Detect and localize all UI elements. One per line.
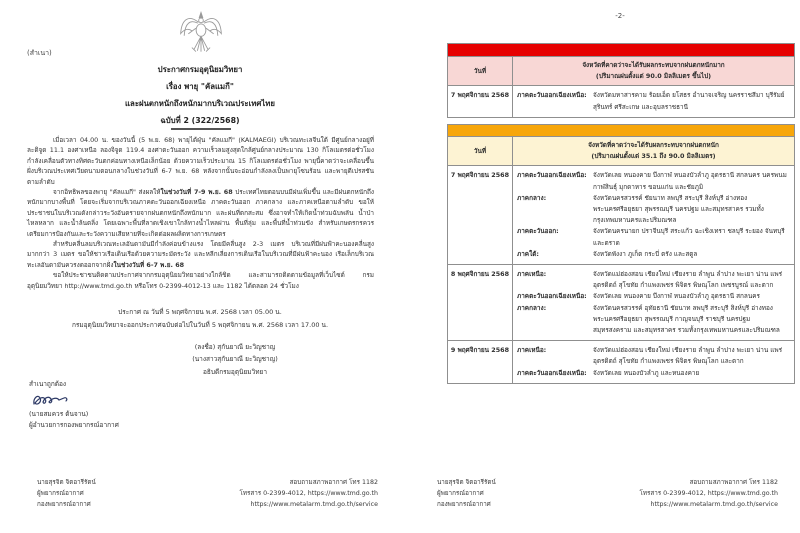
moderate-rain-main-header: จังหวัดที่คาดว่าจะได้รับผลกระทบจากฝนตกหนัก (ปริมาณฝนตั้งแต่ 35.1 ถึง 90.0 มิลลิเมตร) bbox=[588, 141, 719, 161]
issued-block bbox=[0, 306, 400, 332]
region-label: ภาคตะวันออกเฉียงเหนือ: bbox=[517, 368, 587, 377]
footer-contact-block bbox=[639, 477, 778, 510]
row-date: 9 พฤศจิกายน 2568 bbox=[448, 341, 513, 383]
moderate-rain-date-header: วันที่ bbox=[448, 137, 513, 165]
announcement-body bbox=[27, 135, 374, 291]
region-label: ภาคตะวันออกเฉียงเหนือ: bbox=[517, 292, 587, 301]
forecaster-name: นายสุรจิต จิตอารีรัตน์ bbox=[37, 479, 96, 486]
signer-block bbox=[130, 341, 340, 378]
contact-fax-website: โทรสาร 0-2399-4012, https://www.tmd.go.th bbox=[239, 490, 378, 497]
copy-label: (สำเนา) bbox=[27, 49, 52, 57]
region-row bbox=[517, 345, 790, 367]
region-label: ภาคตะวันออก: bbox=[517, 227, 559, 236]
region-row bbox=[517, 170, 790, 192]
certify-block bbox=[29, 379, 119, 432]
region-provinces: จังหวัดมหาสารคาม ร้อยเอ็ด ยโสธร อำนาจเจริญ นครราชสีมา บุรีรัมย์ สุรินทร์ ศรีสะเกษ และอุบลราชธานี bbox=[593, 91, 785, 111]
page-2 bbox=[400, 0, 800, 533]
table-row bbox=[448, 340, 794, 383]
handwritten-signature bbox=[31, 392, 71, 408]
garuda-emblem bbox=[178, 5, 224, 57]
certify-position: ผู้อำนวยการกองพยากรณ์อากาศ bbox=[29, 421, 119, 429]
certify-label: สำเนาถูกต้อง bbox=[29, 380, 67, 388]
footer-forecaster-block bbox=[37, 477, 96, 510]
region-label: ภาคตะวันออกเฉียงเหนือ: bbox=[517, 171, 587, 180]
signer-position: อธิบดีกรมอุตุนิยมวิทยา bbox=[203, 367, 267, 376]
forecaster-role: ผู้พยากรณ์อากาศ bbox=[37, 490, 84, 497]
announcement-title-block bbox=[0, 61, 400, 129]
next-issue-line: กรมอุตุนิยมวิทยาจะออกประกาศฉบับต่อไปในวันที่ 5 พฤศจิกายน พ.ศ. 2568 เวลา 17.00 น. bbox=[71, 321, 329, 329]
region-provinces: จังหวัดพังงา ภูเก็ต กระบี่ ตรัง และสตูล bbox=[593, 249, 698, 258]
region-provinces: จังหวัดเลย หนองบัวลำภู และหนองคาย bbox=[593, 368, 700, 377]
region-label: ภาคกลาง: bbox=[517, 303, 547, 312]
certify-name: (นายสมควร ต้นจาน) bbox=[29, 409, 89, 418]
paragraph-follow-updates: ขอให้ประชาชนติดตามประกาศจากกรมอุตุนิยมวิทยาอย่างใกล้ชิด และสามารถติดตามข้อมูลที่เว็บไซต์ กรมอุตุนิยมวิทยา http://www.tmd.go.th หรือโทร 0-2399-4012-13 และ 1182 ได้ตลอด 24 ชั่วโมง bbox=[27, 271, 374, 290]
region-row bbox=[517, 90, 790, 112]
contact-metalarm-url: https://www.metalarm.tmd.go.th/service bbox=[650, 501, 778, 508]
region-provinces: จังหวัดแม่ฮ่องสอน เชียงใหม่ เชียงราย ลำพูน ลำปาง พะเยา น่าน แพร่ อุตรดิตถ์ สุโขทัย กำแพงเพชร พิจิตร พิษณุโลก เพชรบูรณ์ และตาก bbox=[593, 270, 783, 290]
page-number: -2- bbox=[615, 12, 625, 20]
region-label: ภาคกลาง: bbox=[517, 193, 547, 202]
contact-metalarm-url: https://www.metalarm.tmd.go.th/service bbox=[250, 501, 378, 508]
table-row bbox=[448, 264, 794, 340]
contact-fax-website: โทรสาร 0-2399-4012, https://www.tmd.go.th bbox=[639, 490, 778, 497]
region-provinces: จังหวัดนครนายก ปราจีนบุรี สระแก้ว ฉะเชิงเทรา ชลบุรี ระยอง จันทบุรี และตราด bbox=[593, 227, 785, 247]
title-line-3: และฝนตกหนักถึงหนักมากบริเวณประเทศไทย bbox=[125, 99, 275, 108]
region-row bbox=[517, 368, 790, 379]
forecaster-role: ผู้พยากรณ์อากาศ bbox=[437, 490, 484, 497]
moderate-rain-table bbox=[447, 124, 795, 384]
region-row bbox=[517, 303, 790, 337]
title-line-2: เรื่อง พายุ "คัลแมกี" bbox=[166, 82, 234, 91]
title-line-4: ฉบับที่ 2 (322/2568) bbox=[160, 116, 240, 125]
region-provinces: จังหวัดนครสวรรค์ อุทัยธานี ชัยนาท ลพบุรี สระบุรี สิงห์บุรี อ่างทอง พระนครศรีอยุธยา สุพรรณบุรี กาญจนบุรี ราชบุรี นครปฐม สมุทรสงคราม และสมุทรสาคร รวมทั้งกรุงเทพมหานครและปริมณฑล bbox=[593, 303, 780, 335]
moderate-rain-header-row bbox=[448, 136, 794, 165]
footer-forecaster-block bbox=[437, 477, 496, 510]
region-label: ภาคเหนือ: bbox=[517, 346, 547, 355]
row-date: 7 พฤศจิกายน 2568 bbox=[448, 166, 513, 264]
heavy-rain-table bbox=[447, 43, 795, 118]
heavy-rain-accent-bar bbox=[448, 44, 794, 56]
region-row bbox=[517, 291, 790, 302]
heavy-rain-main-header: จังหวัดที่คาดว่าจะได้รับผลกระทบจากฝนตกหนักมาก (ปริมาณฝนตั้งแต่ 90.0 มิลลิเมตร ขึ้นไป) bbox=[582, 61, 725, 81]
signer-name: (นางสาวสุกันยาณี ยะวิญชาญ) bbox=[192, 355, 278, 364]
region-row bbox=[517, 193, 790, 227]
title-divider bbox=[171, 128, 231, 130]
title-line-1: ประกาศกรมอุตุนิยมวิทยา bbox=[157, 65, 243, 74]
paragraph-sea-waves: สำหรับคลื่นลมบริเวณทะเลอันดามันมีกำลังค่อนข้างแรง โดยมีคลื่นสูง 2-3 เมตร บริเวณที่มีฝนฟ้าคะนองคลื่นสูงมากกว่า 3 เมตร ขอให้ชาวเรือเดินเรือด้วยความระมัดระวัง และหลีกเลี่ยงการเดินเรือในบริเวณที่มีฝนฟ้าคะนอง เรือเล็กบริเวณทะเลอันดามันควรงดออกจากฝั่งในช่วงวันที่ 6-7 พ.ย. 68 bbox=[27, 240, 374, 269]
table-row bbox=[448, 165, 794, 264]
footer-contact-block bbox=[239, 477, 378, 510]
region-label: ภาคตะวันออกเฉียงเหนือ: bbox=[517, 91, 587, 100]
region-label: ภาคใต้: bbox=[517, 249, 539, 258]
region-provinces: จังหวัดเลย หนองคาย บึงกาฬ หนองบัวลำภู อุดรธานี สกลนคร bbox=[593, 292, 760, 301]
region-row bbox=[517, 269, 790, 291]
region-row bbox=[517, 226, 790, 248]
paragraph-storm-position: เมื่อเวลา 04.00 น. ของวันนี้ (5 พ.ย. 68) พายุไต้ฝุ่น "คัลแมกี" (KALMAEGI) บริเวณทะเลจีนใต้ มีศูนย์กลางอยู่ที่ละติจูด 11.1 องศาเหนือ ลองจิจูด 119.4 องศาตะวันออก ความเร็วลมสูงสุดใกล้ศูนย์กลางประมาณ 130 กิโลเมตรต่อชั่วโมง กำลังเคลื่อนตัวทางทิศตะวันตกค่อนทางเหนือเล็กน้อย ด้วยความเร็วประมาณ 15 กิโลเมตรต่อชั่วโมง พายุนี้คาดว่าจะเคลื่อนขึ้นฝั่งบริเวณประเทศเวียดนามตอนกลางในช่วงวันที่ 6-7 พ.ย. 68 หลังจากนั้นจะอ่อนกำลังลงเป็นพายุโซนร้อน และพายุดีเปรสชันตามลำดับ bbox=[27, 136, 374, 186]
signer-signed-line: (ลงชื่อ) สุกันยาณี ยะวิญชาญ bbox=[194, 343, 276, 351]
moderate-rain-accent-bar bbox=[448, 125, 794, 136]
forecaster-division: กองพยากรณ์อากาศ bbox=[437, 501, 491, 508]
paragraph-rain-impact: จากอิทธิพลของพายุ "คัลแมกี" ส่งผลให้ในช่วงวันที่ 7-9 พ.ย. 68 ประเทศไทยตอนบนมีฝนเพิ่มขึ้น และมีฝนตกหนักถึงหนักมากบางพื้นที่ โดยจะเริ่มจากบริเวณภาคตะวันออกเฉียงเหนือ ภาคตะวันออก ภาคกลาง และภาคเหนือตามลำดับ ขอให้ประชาชนในบริเวณดังกล่าวระวังอันตรายจากฝนตกหนักถึงหนักมาก และฝนที่ตกสะสม ซึ่งอาจทำให้เกิดน้ำท่วมฉับพลัน น้ำป่าไหลหลาก และน้ำล้นตลิ่ง โดยเฉพาะพื้นที่ลาดเชิงเขาใกล้ทางน้ำไหลผ่าน พื้นที่ลุ่ม และพื้นที่น้ำท่วมขัง สำหรับเกษตรกรควรเตรียมการป้องกันและระวังความเสียหายที่จะเกิดต่อผลผลิตทางการเกษตร bbox=[27, 188, 374, 238]
region-provinces: จังหวัดนครสวรรค์ ชัยนาท ลพบุรี สระบุรี สิงห์บุรี อ่างทอง พระนครศรีอยุธยา สุพรรณบุรี นครปฐม และสมุทรสาคร รวมทั้งกรุงเทพมหานครและปริมณฑล bbox=[593, 193, 764, 225]
forecaster-division: กองพยากรณ์อากาศ bbox=[37, 501, 91, 508]
contact-phone: สอบถามสภาพอากาศ โทร 1182 bbox=[289, 479, 378, 486]
region-row bbox=[517, 249, 790, 260]
heavy-rain-date-header: วันที่ bbox=[448, 57, 513, 85]
row-date: 8 พฤศจิกายน 2568 bbox=[448, 265, 513, 340]
table-row bbox=[448, 85, 794, 116]
issued-date-line: ประกาศ ณ วันที่ 5 พฤศจิกายน พ.ศ. 2568 เวลา 05.00 น. bbox=[118, 308, 282, 316]
region-provinces: จังหวัดเลย หนองคาย บึงกาฬ หนองบัวลำภู อุดรธานี สกลนคร นครพนม กาฬสินธุ์ มุกดาหาร ขอนแก่น และชัยภูมิ bbox=[593, 171, 787, 191]
heavy-rain-header-row bbox=[448, 56, 794, 85]
row-date: 7 พฤศจิกายน 2568 bbox=[448, 86, 513, 116]
forecaster-name: นายสุรจิต จิตอารีรัตน์ bbox=[437, 479, 496, 486]
region-provinces: จังหวัดแม่ฮ่องสอน เชียงใหม่ เชียงราย ลำพูน ลำปาง พะเยา น่าน แพร่ อุตรดิตถ์ สุโขทัย กำแพงเพชร พิจิตร พิษณุโลก และตาก bbox=[593, 346, 783, 366]
region-label: ภาคเหนือ: bbox=[517, 270, 547, 279]
contact-phone: สอบถามสภาพอากาศ โทร 1182 bbox=[689, 479, 778, 486]
